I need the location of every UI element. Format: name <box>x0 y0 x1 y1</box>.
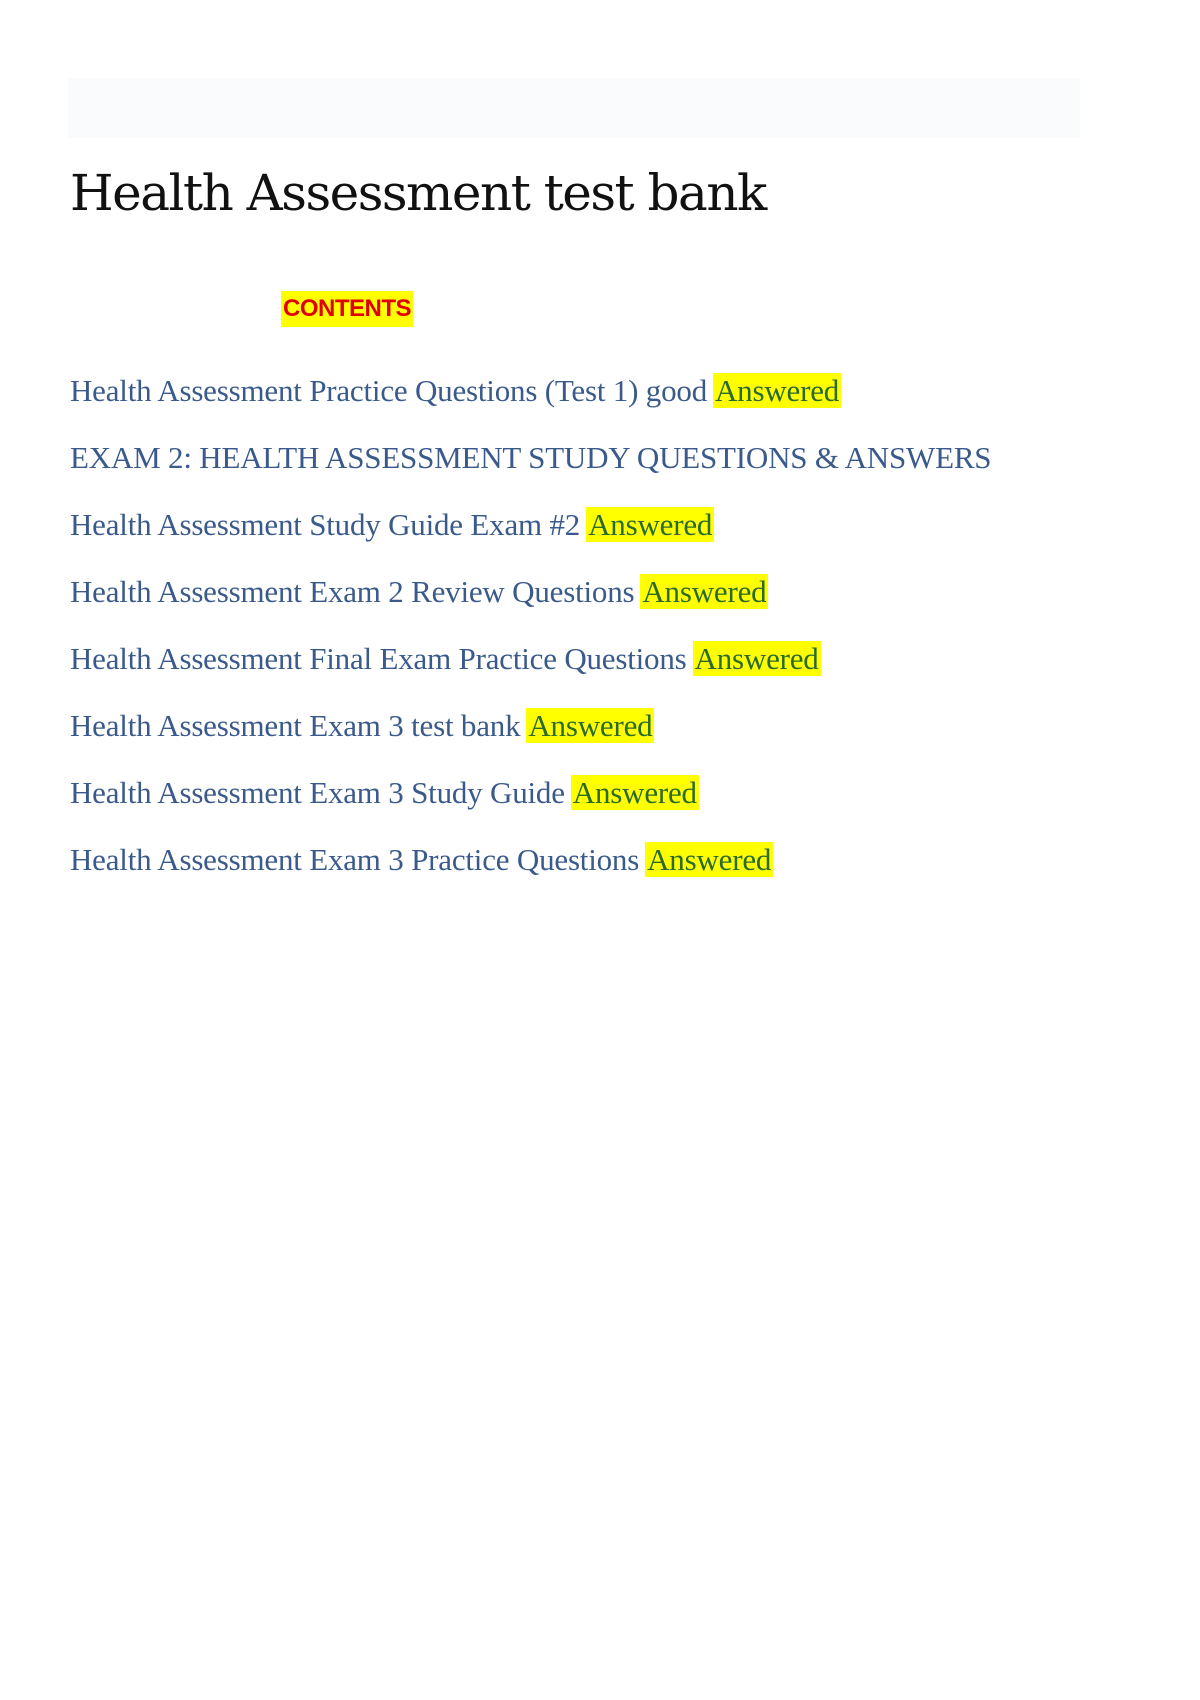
header-band <box>68 78 1080 138</box>
toc-link-text: Health Assessment Exam 2 Review Questions <box>70 574 635 609</box>
toc-link-text: Health Assessment Exam 3 Study Guide <box>70 775 565 810</box>
toc-item <box>70 706 991 773</box>
toc-link-text: Health Assessment Final Exam Practice Questions <box>70 641 687 676</box>
toc-link-text: Health Assessment Practice Questions (Test 1) good <box>70 373 707 408</box>
toc-link-study-guide-exam-2[interactable] <box>70 505 714 545</box>
toc-item <box>70 773 991 840</box>
answered-badge: Answered <box>528 708 653 743</box>
table-of-contents <box>70 371 991 907</box>
toc-item <box>70 840 991 907</box>
toc-item <box>70 572 991 639</box>
toc-link-exam-3-study-guide[interactable] <box>70 773 699 813</box>
toc-link-text: EXAM 2: HEALTH ASSESSMENT STUDY QUESTIONS & ANSWERS <box>70 440 992 475</box>
toc-link-text: Health Assessment Exam 3 Practice Questions <box>70 842 640 877</box>
toc-link-exam-3-practice-questions[interactable] <box>70 840 773 880</box>
toc-item <box>70 639 991 706</box>
toc-link-text: Health Assessment Study Guide Exam #2 <box>70 507 581 542</box>
answered-badge: Answered <box>572 775 697 810</box>
document-title: Health Assessment test bank <box>70 164 766 222</box>
toc-link-exam-2-study-questions[interactable] <box>70 438 991 478</box>
answered-badge: Answered <box>642 574 767 609</box>
toc-link-practice-questions-test-1[interactable] <box>70 371 841 411</box>
toc-link-text: Health Assessment Exam 3 test bank <box>70 708 521 743</box>
toc-link-exam-2-review-questions[interactable] <box>70 572 768 612</box>
toc-item <box>70 505 991 572</box>
answered-badge: Answered <box>715 373 840 408</box>
answered-badge: Answered <box>647 842 772 877</box>
answered-badge: Answered <box>588 507 713 542</box>
toc-link-final-exam-practice-questions[interactable] <box>70 639 821 679</box>
toc-link-exam-3-test-bank[interactable] <box>70 706 654 746</box>
answered-badge: Answered <box>694 641 819 676</box>
toc-item <box>70 438 991 505</box>
contents-heading: CONTENTS <box>281 291 413 327</box>
toc-item <box>70 371 991 438</box>
